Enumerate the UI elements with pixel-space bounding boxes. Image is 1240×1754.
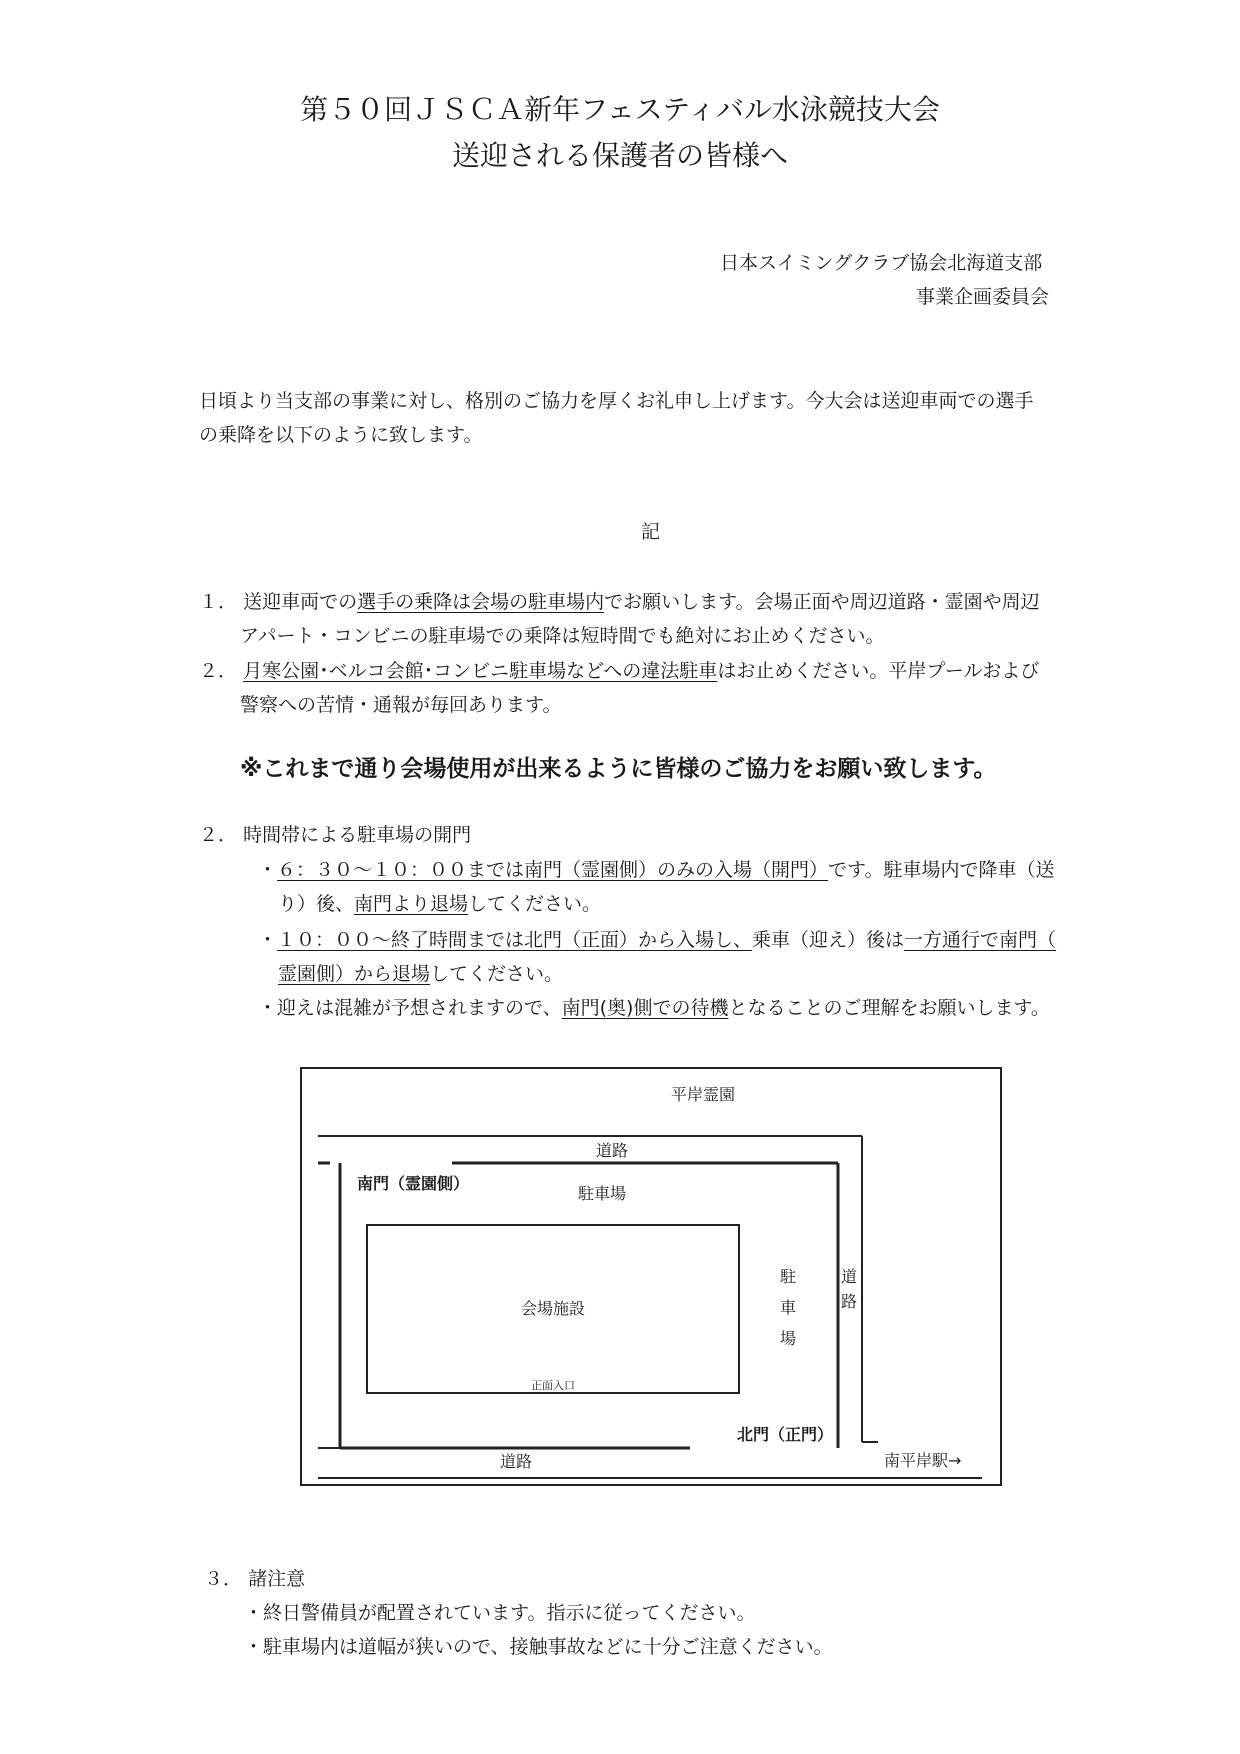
item1-line-2: アパート・コンビニの駐車場での乗降は短時間でも絶対にお止めください。 [240, 625, 885, 647]
item2b-bullet1-post: です。駐車場内で降車（送 [828, 859, 1055, 881]
road-side-char-2: 路 [840, 1292, 858, 1311]
entrance-label: 正面入口 [531, 1379, 575, 1392]
item2b-bullet1-l2-pre: り）後、 [278, 893, 355, 915]
item2b-bullet3-underlined: 南門(奥)側での待機 [561, 997, 729, 1019]
item2b-bullet2-mid: 乗車（迎え）後は [752, 929, 905, 951]
item3-bullet-2: ・駐車場内は道幅が狭いので、接触事故などに十分ご注意ください。 [244, 1636, 833, 1658]
ki-marker: 記 [641, 521, 661, 543]
item2b-bullet2-l2-post: してください。 [430, 963, 564, 985]
item2b-bullet1-l2-post: してください。 [468, 893, 602, 915]
cemetery-label: 平岸霊園 [670, 1085, 736, 1104]
parking-side-char-3: 場 [779, 1329, 797, 1348]
committee-name: 事業企画委員会 [916, 286, 1050, 308]
parking-side-char-1: 駐 [779, 1267, 797, 1286]
road-bottom-label: 道路 [499, 1452, 533, 1471]
document-title: 第５０回ＪＳＣＡ新年フェスティバル水泳競技大会 [300, 93, 940, 126]
item2b-heading: 時間帯による駐車場の開門 [243, 824, 472, 846]
item2a-number: ２． [199, 660, 238, 682]
item2a-text-post: はお止めください。平岸プールおよび [717, 660, 1040, 682]
item2b-bullet3-pre: ・迎えは混雑が予想されますので、 [258, 997, 562, 1019]
intro-line-1: 日頃より当支部の事業に対し、格別のご協力を厚くお礼申し上げます。今大会は送迎車両での選手 [199, 390, 1034, 412]
item2b-bullet3-post: となることのご理解をお願いします。 [728, 997, 1050, 1019]
parking-top-label: 駐車場 [577, 1184, 627, 1203]
item2b-bullet1-dot: ・ [258, 859, 278, 881]
item2b-number: ２． [199, 824, 238, 846]
station-label: 南平岸駅→ [884, 1451, 962, 1470]
organization-name: 日本スイミングクラブ協会北海道支部 [720, 252, 1043, 274]
item2a-underlined-text: 月寒公園･ベルコ会館･コンビニ駐車場などへの違法駐車 [243, 660, 718, 682]
item2b-bullet2-l2-underlined: 霊園側）から退場 [278, 963, 431, 985]
road-side-char-1: 道 [840, 1267, 858, 1286]
item1-number: １． [199, 591, 238, 613]
item2b-bullet2-underlined-2: 一方通行で南門（ [904, 929, 1057, 951]
map-frame [301, 1068, 1001, 1485]
item1-text-post: でお願いします。会場正面や周辺道路・霊園や周辺 [604, 591, 1040, 613]
item2a-line-2: 警察への苦情・通報が毎回あります。 [240, 694, 562, 716]
parking-side-char-2: 車 [779, 1298, 797, 1317]
venue-label: 会場施設 [520, 1299, 586, 1318]
south-gate-label: 南門（霊園側） [357, 1174, 470, 1193]
item1-text-pre: 送迎車両での [243, 591, 358, 613]
item2b-bullet2-underlined-1: １０：００～終了時間までは北門（正面）から入場し、 [277, 929, 753, 951]
item1-underlined-text: 選手の乗降は会場の駐車場内 [357, 591, 605, 613]
item2b-bullet1-l2-underlined: 南門より退場 [354, 893, 469, 915]
road-top-label: 道路 [595, 1141, 629, 1160]
item3-bullet-1: ・終日警備員が配置されています。指示に従ってください。 [244, 1602, 756, 1624]
item2b-bullet2-dot: ・ [258, 929, 278, 951]
item3-number: ３． [204, 1568, 243, 1590]
cooperation-notice: ※これまで通り会場使用が出来るように皆様のご協力をお願い致します。 [240, 756, 997, 782]
item3-heading-line [204, 1564, 305, 1591]
north-gate-label: 北門（正門） [737, 1425, 834, 1444]
item3-heading: 諸注意 [248, 1568, 306, 1590]
item2b-bullet1-underlined: ６：３０～１０：００までは南門（霊園側）のみの入場（開門） [277, 859, 829, 881]
document-subtitle: 送迎される保護者の皆様へ [451, 139, 788, 172]
intro-line-2: の乗降を以下のように致します。 [199, 424, 483, 446]
